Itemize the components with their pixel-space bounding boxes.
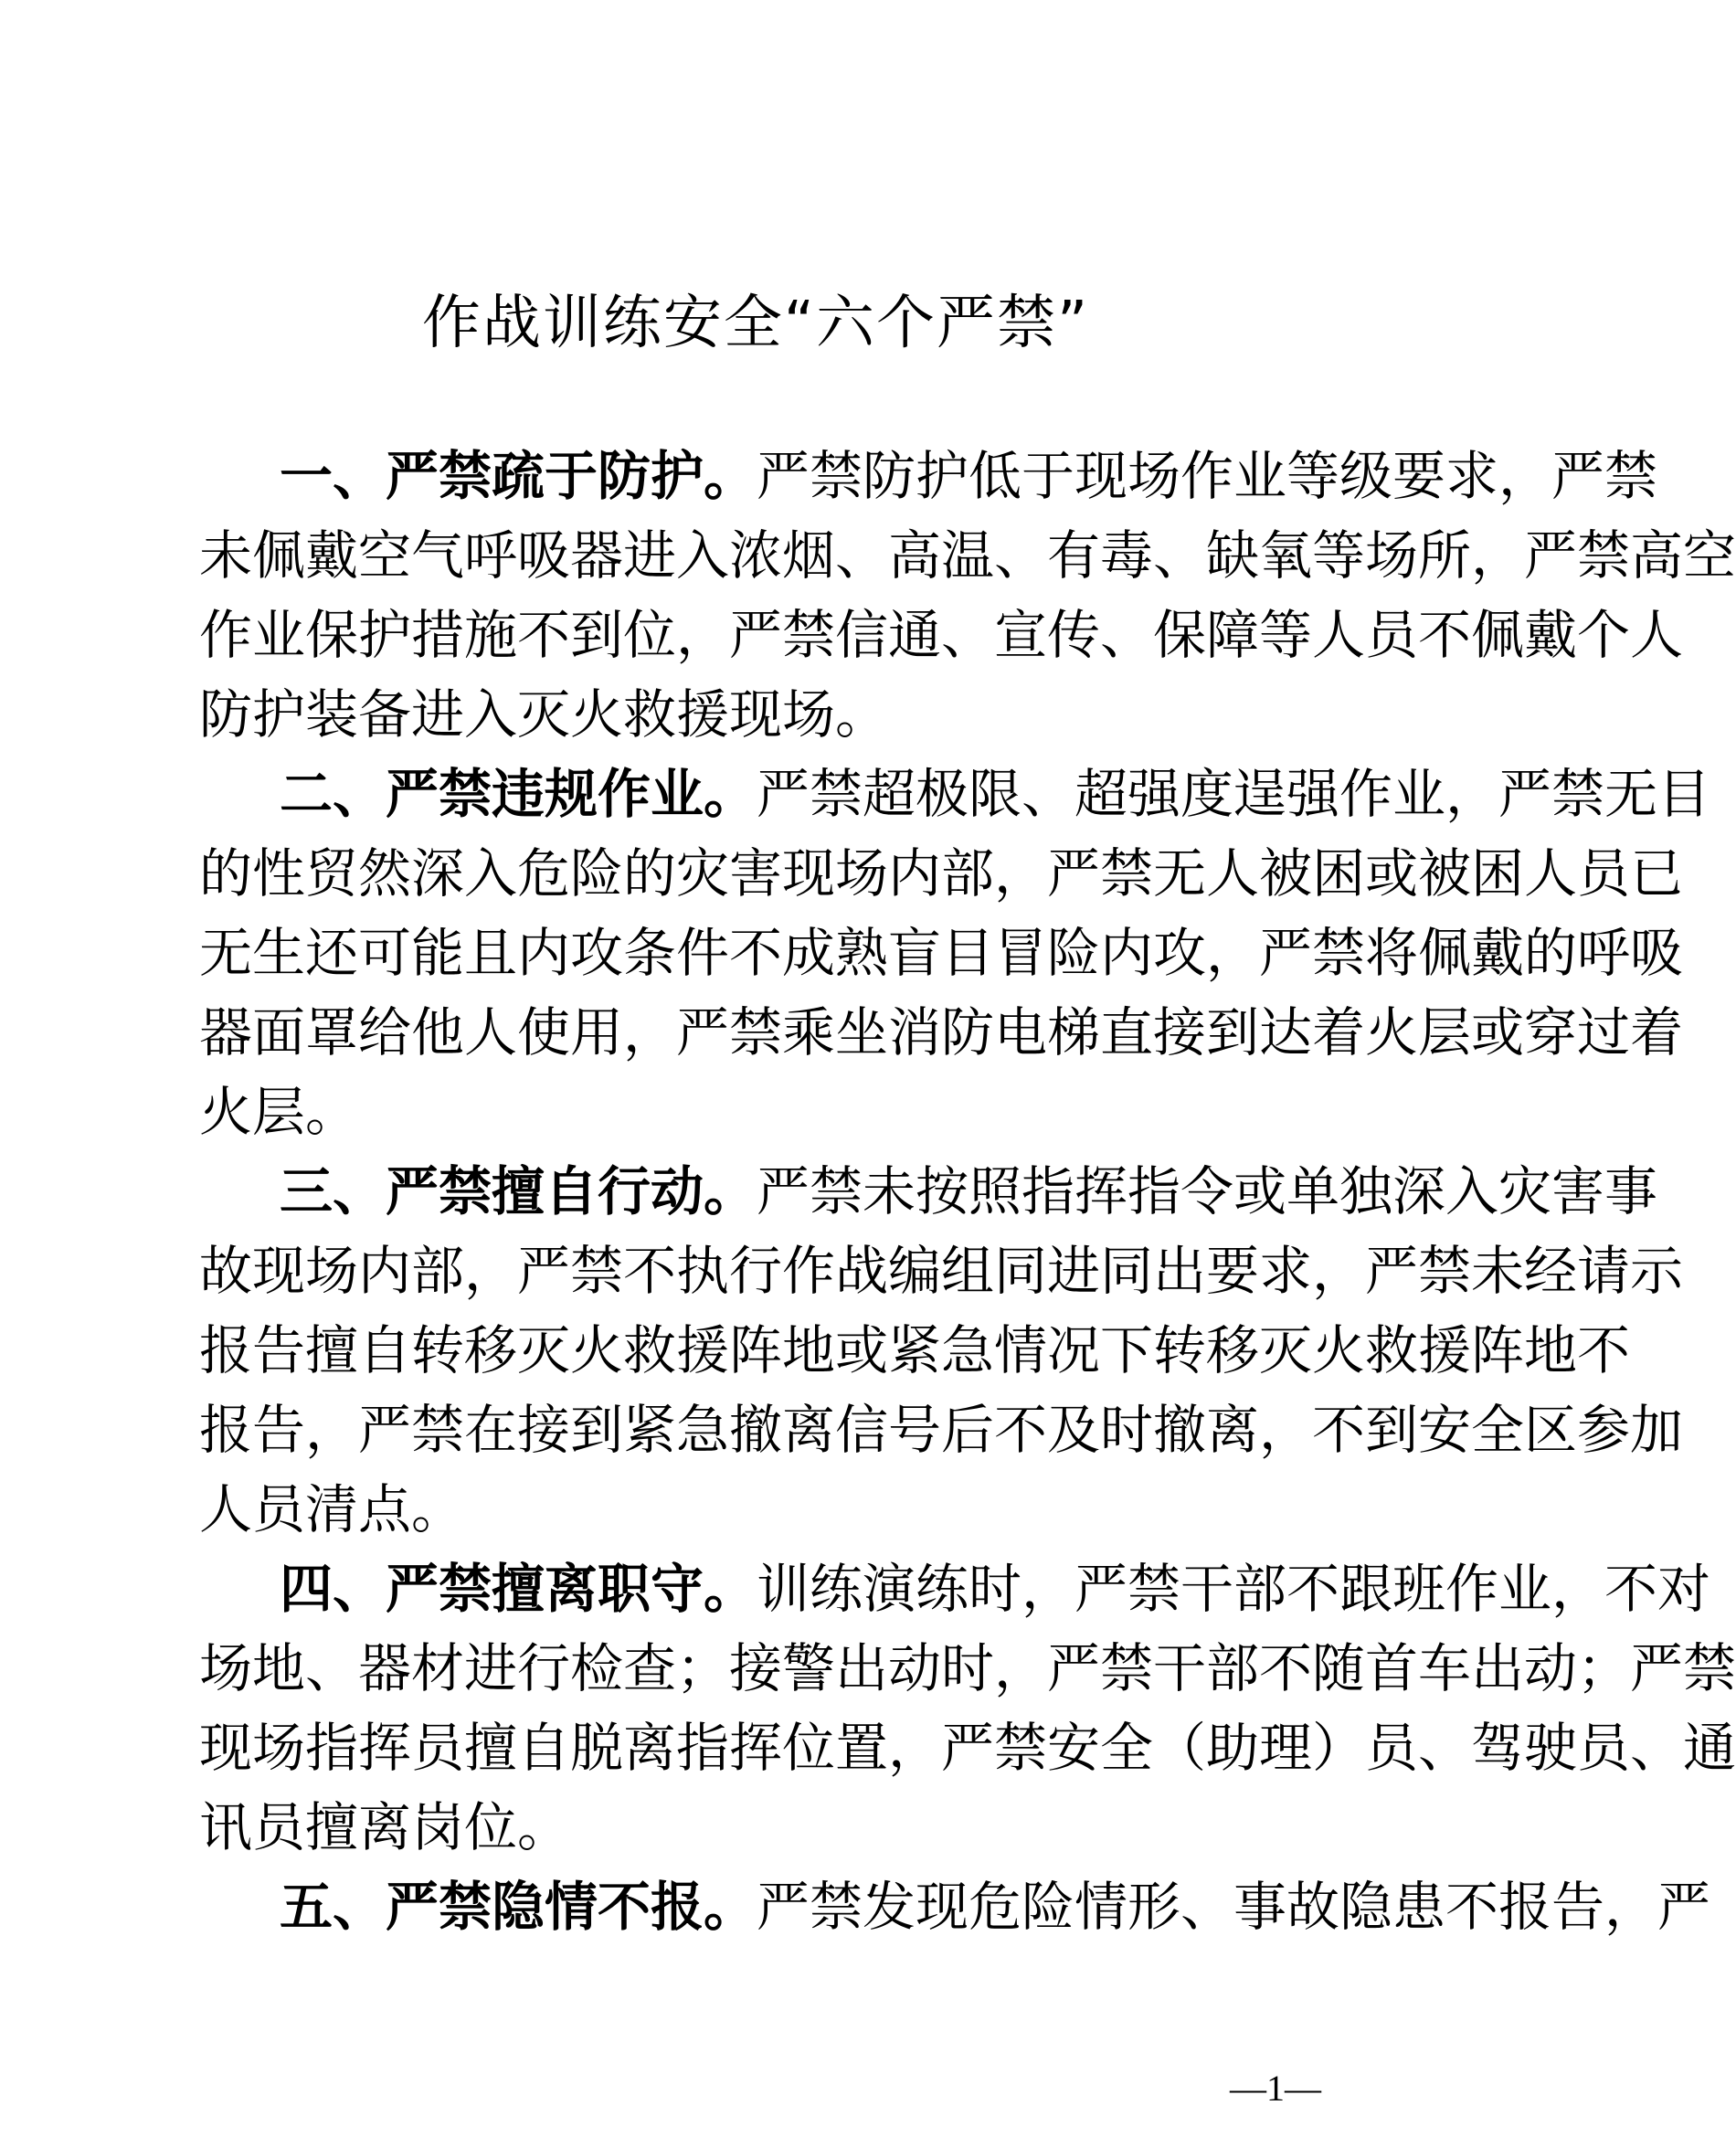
- paragraph-1: [199, 437, 1736, 755]
- paragraph-line: 火层。: [199, 1081, 359, 1143]
- paragraph-heading: 三、严禁擅自行动。: [280, 1160, 757, 1222]
- paragraph-line: [199, 755, 1711, 834]
- paragraph-heading: 一、严禁疏于防护。: [280, 445, 757, 507]
- paragraph-5: [199, 1867, 1711, 1947]
- paragraph-line: [199, 437, 1658, 516]
- paragraph-2: [199, 755, 1711, 1152]
- paragraph-heading: 二、严禁违规作业。: [280, 763, 757, 825]
- paragraph-3: [199, 1152, 1684, 1550]
- paragraph-4: [199, 1550, 1736, 1867]
- document-body: [199, 437, 1736, 1947]
- paragraph-text: 严禁发现危险情形、事故隐患不报告，严: [757, 1876, 1711, 1938]
- paragraph-line: 未佩戴空气呼吸器进入浓烟、高温、有毒、缺氧等场所，严禁高空: [199, 524, 1736, 587]
- paragraph-line: 防护装备进入灭火救援现场。: [199, 683, 889, 746]
- paragraph-line: 无生还可能且内攻条件不成熟盲目冒险内攻，严禁将佩戴的呼吸: [199, 922, 1684, 984]
- paragraph-line: 场地、器材进行检查；接警出动时，严禁干部不随首车出动；严禁: [199, 1637, 1736, 1699]
- paragraph-heading: 四、严禁擅离职守。: [280, 1558, 757, 1620]
- paragraph-line: 现场指挥员擅自脱离指挥位置，严禁安全（助理）员、驾驶员、通: [199, 1717, 1736, 1779]
- paragraph-line: [199, 1152, 1658, 1232]
- paragraph-line: 故现场内部，严禁不执行作战编组同进同出要求，严禁未经请示: [199, 1240, 1684, 1302]
- paragraph-line: 报告擅自转移灭火救援阵地或紧急情况下转移灭火救援阵地不: [199, 1319, 1631, 1381]
- paragraph-line: [199, 1550, 1711, 1629]
- paragraph-line: 器面罩给他人使用，严禁乘坐消防电梯直接到达着火层或穿过着: [199, 1001, 1684, 1063]
- paragraph-line: [199, 1867, 1711, 1947]
- page-number: —1—: [1230, 2068, 1321, 2109]
- paragraph-text: 严禁未按照指挥指令或单独深入灾害事: [757, 1160, 1658, 1222]
- paragraph-line: 的性贸然深入危险的灾害现场内部，严禁无人被困或被困人员已: [199, 842, 1684, 905]
- paragraph-text: 严禁超极限、超强度逞强作业，严禁无目: [757, 763, 1711, 825]
- paragraph-line: 讯员擅离岗位。: [199, 1796, 571, 1858]
- paragraph-text: 严禁防护低于现场作业等级要求，严禁: [757, 445, 1658, 507]
- paragraph-line: 报告，严禁在接到紧急撤离信号后不及时撤离，不到安全区参加: [199, 1399, 1684, 1461]
- document-title: 作战训练安全“六个严禁”: [421, 290, 1090, 357]
- paragraph-text: 训练演练时，严禁干部不跟班作业，不对: [757, 1558, 1711, 1620]
- paragraph-heading: 五、严禁隐情不报。: [280, 1876, 757, 1938]
- paragraph-line: 人员清点。: [199, 1478, 465, 1540]
- paragraph-line: 作业保护措施不到位，严禁信通、宣传、保障等人员不佩戴个人: [199, 604, 1684, 666]
